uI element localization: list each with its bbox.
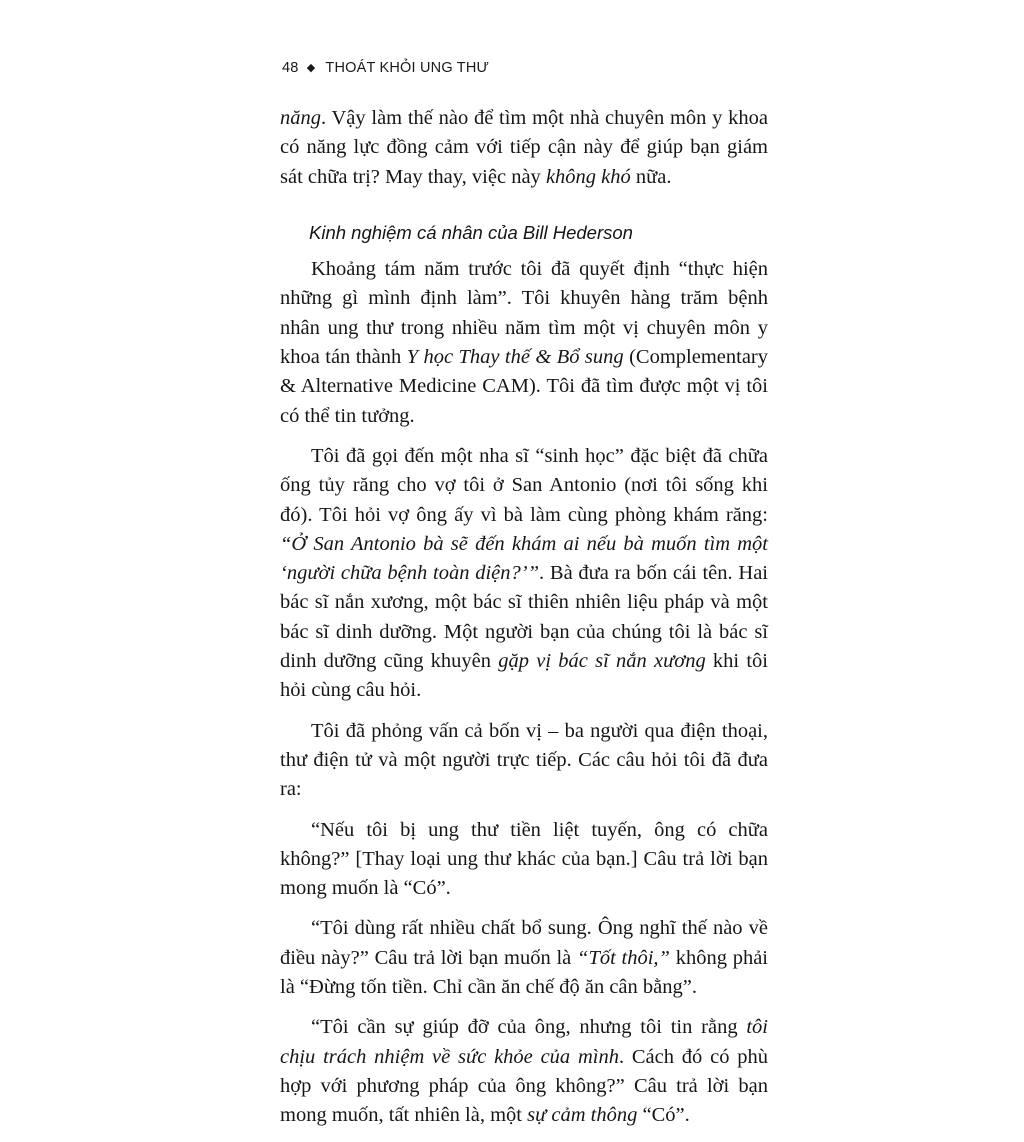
- text-run: khi tôi hỏi cùng câu hỏi.: [280, 650, 768, 702]
- text-run: “Tôi dùng rất nhiều chất bổ sung. Ông nghĩ thế nào về điều này?” Câu trả lời bạn muốn là: [280, 917, 768, 969]
- paragraph-question-2: [280, 914, 768, 1002]
- text-run: “Nếu tôi bị ung thư tiền liệt tuyến, ông có chữa không?” [Thay loại ung thư khác của bạn.] Câu trả lời bạn mong muốn là “Có”.: [280, 818, 768, 900]
- body-text: [280, 104, 768, 1142]
- page-number: 48: [282, 60, 299, 76]
- text-run: . Bà đưa ra bốn cái tên. Hai bác sĩ nắn xương, một bác sĩ thiên nhiên liệu pháp và một bác sĩ dinh dưỡng. Một người bạn của chúng tôi là bác sĩ dinh dưỡng cũng khuyên: [280, 562, 768, 673]
- text-run: Khoảng tám năm trước tôi đã quyết định “thực hiện những gì mình định làm”. Tôi khuyên hàng trăm bệnh nhân ung thư trong nhiều năm tìm một vị chuyên môn y khoa tán thành: [280, 258, 768, 369]
- paragraph-3: [280, 717, 768, 805]
- italic-text-run: năng: [280, 107, 321, 129]
- text-run: (Complementary & Alternative Medicine CAM). Tôi đã tìm được một vị tôi có thể tin tưởng.: [280, 346, 768, 427]
- italic-text-run: gặp vị bác sĩ nắn xương: [498, 650, 706, 673]
- text-run: “Có”.: [637, 1104, 690, 1127]
- text-run: Tôi đã gọi đến một nha sĩ “sinh học” đặc biệt đã chữa ống tủy răng cho vợ tôi ở San Antonio (nơi tôi sống khi đó). Tôi hỏi vợ ông ấy vì bà làm cùng phòng khám răng:: [280, 444, 768, 526]
- italic-text-run: sự cảm thông: [527, 1104, 638, 1127]
- paragraph-2: [280, 442, 768, 706]
- paragraph-question-1: [280, 816, 768, 904]
- italic-text-run: không khó: [545, 165, 631, 188]
- text-run: không phải là “Đừng tốn tiền. Chỉ cần ăn chế độ ăn cân bằng”.: [280, 946, 769, 999]
- italic-text-run: “Ở San Antonio bà sẽ đến khám ai nếu bà muốn tìm một ‘người chữa bệnh toàn diện?’”: [280, 532, 768, 585]
- text-run: . Vậy làm thế nào để tìm một nhà chuyên môn y khoa có năng lực đồng cảm với tiếp cận này để giúp bạn giám sát chữa trị? May thay, việc này: [280, 107, 768, 188]
- section-subheading: [280, 218, 768, 247]
- running-header: [282, 60, 489, 76]
- paragraph-continuation: [280, 104, 768, 192]
- text-run: nữa.: [630, 165, 672, 188]
- italic-text-run: “Tốt thôi,”: [577, 946, 670, 969]
- diamond-separator-icon: ◆: [306, 62, 316, 74]
- italic-text-run: Y học Thay thế & Bổ sung: [406, 346, 624, 369]
- text-run: Tôi đã phỏng vấn cả bốn vị – ba người qua điện thoại, thư điện tử và một người trực tiếp. Các câu hỏi tôi đã đưa ra:: [280, 719, 768, 801]
- italic-text-run: tôi chịu trách nhiệm về sức khỏe của mình: [280, 1016, 768, 1068]
- text-run: Kinh nghiệm cá nhân của Bill Hederson: [309, 221, 633, 243]
- paragraph-question-3: [280, 1013, 768, 1130]
- text-run: “Tôi cần sự giúp đỡ của ông, nhưng tôi tin rằng: [311, 1016, 747, 1039]
- text-run: . Cách đó có phù hợp với phương pháp của ông không?” Câu trả lời bạn mong muốn, tất nhiên là, một: [280, 1045, 768, 1127]
- paragraph-1: [280, 255, 768, 431]
- book-title: THOÁT KHỎI UNG THƯ: [325, 60, 490, 76]
